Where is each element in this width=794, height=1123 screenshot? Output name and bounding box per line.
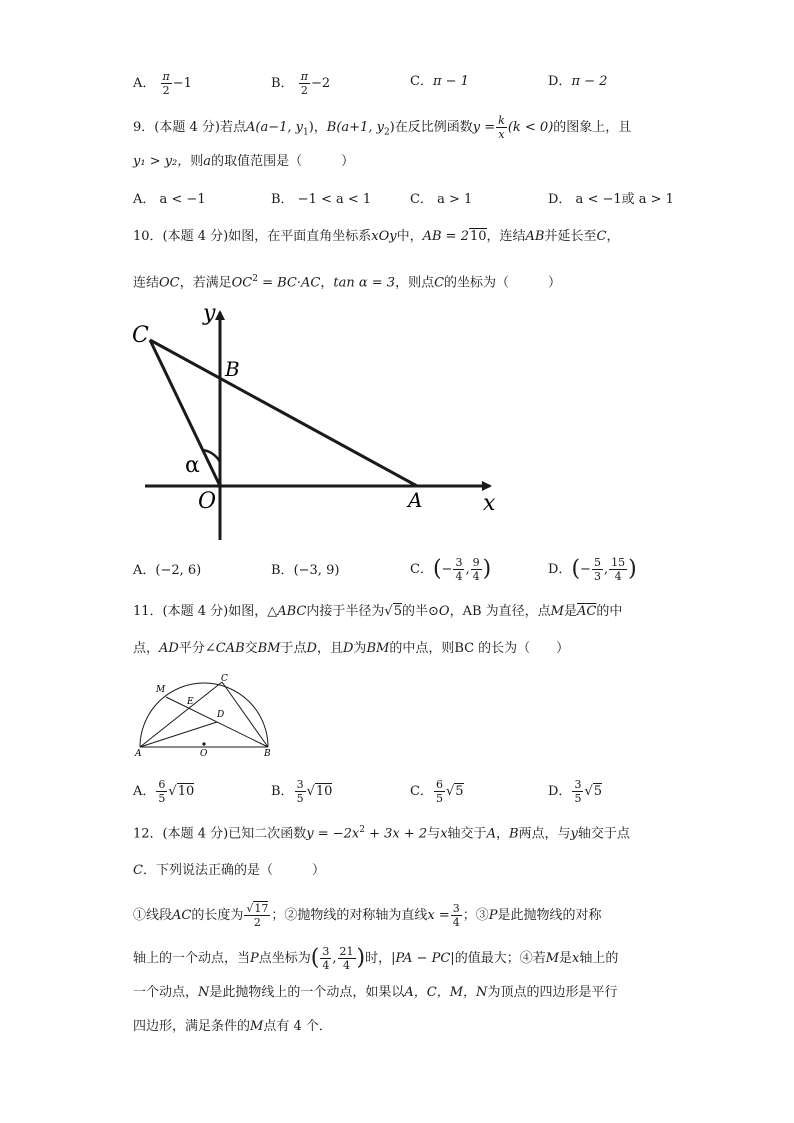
q8-option-b: B． $\frac{\pi}{2}$ −2 bbox=[271, 70, 331, 97]
q10-label-x: x bbox=[483, 491, 496, 516]
q11-option-a: A． $\frac{6}{5}$ √10 bbox=[133, 778, 195, 805]
q10-figure bbox=[130, 300, 500, 545]
q11-option-c: C． $\frac{6}{5}$ √5 bbox=[410, 778, 464, 805]
q11-segment-ad bbox=[140, 722, 217, 747]
q11-segment-bc bbox=[222, 682, 268, 747]
q9-option-c: C． a > 1 bbox=[410, 192, 473, 207]
q10-label-a: A bbox=[408, 488, 423, 512]
svg-text:M: M bbox=[156, 685, 166, 695]
q9-stem-line1: 9．(本题 4 分)若点A(a−1, $y_1$)，B(a+1, $y_2$)在反比例函数y = $\frac{k}{x}$ (k < 0)的图象上，且 bbox=[133, 114, 632, 141]
q10-label-b: B bbox=[225, 357, 240, 381]
q9-stem-line2: y₁ > y₂，则a的取值范围是（ ） bbox=[133, 154, 355, 169]
q9-option-b: B． −1 < a < 1 bbox=[271, 192, 372, 207]
q10-label-c: C bbox=[132, 323, 149, 348]
svg-text:C: C bbox=[221, 674, 228, 684]
svg-text:B: B bbox=[264, 749, 271, 758]
q10-stem-line2: 连结OC，若满足$OC^2 = BC\cdot AC$，tan α = 3，则点C的坐标为（ ） bbox=[133, 274, 562, 291]
q12-statement-line2: 轴上的一个动点，当P点坐标为( $\frac{3}{4}$ , $\frac{21}{4}$ )时，|PA − PC|的值最大；④若M是x轴上的 bbox=[133, 945, 619, 972]
q11-option-d: D． $\frac{3}{5}$ √5 bbox=[548, 778, 603, 805]
q10-option-b: B．(−3, 9) bbox=[271, 563, 340, 578]
q8-option-d: D．π − 2 bbox=[548, 74, 608, 89]
q9-option-a: A． a < −1 bbox=[133, 192, 206, 207]
q11-center-dot bbox=[202, 742, 205, 745]
q8-option-c: C．π − 1 bbox=[410, 74, 469, 89]
q12-stem-line1: 12．(本题 4 分)已知二次函数$y = -2x^2 + 3x + 2$与x轴交于A，B两点，与y轴交于点 bbox=[133, 825, 630, 842]
q10-option-a: A．(−2, 6) bbox=[133, 563, 202, 578]
q11-stem-line2: 点，AD平分∠CAB交BM于点D，且D为BM的中点，则BC 的长为（ ） bbox=[133, 641, 570, 656]
q10-label-alpha: α bbox=[185, 453, 200, 478]
q11-option-b: B． $\frac{3}{5}$ √10 bbox=[271, 778, 333, 805]
q11-figure bbox=[133, 670, 278, 758]
q9-option-d: D． a < −1或 a > 1 bbox=[548, 192, 674, 207]
q10-option-c: C．(− $\frac{3}{4}$ , $\frac{9}{4}$ ) bbox=[410, 556, 492, 583]
q10-label-y: y bbox=[203, 301, 216, 326]
q12-stem-line2: C．下列说法正确的是（ ） bbox=[133, 863, 325, 878]
q12-statement-line1: ①线段AC的长度为 $\frac{√17}{2}$ ；②抛物线的对称轴为直线x = $\frac{3}{4}$ ；③P是此抛物线的对称 bbox=[133, 902, 602, 929]
q10-label-o: O bbox=[198, 489, 217, 514]
q10-stem-line1: 10．(本题 4 分)如图，在平面直角坐标系xOy中，AB = 210，连结AB并延长至C， bbox=[133, 229, 620, 244]
svg-text:D: D bbox=[217, 710, 225, 720]
q11-stem-line1: 11．(本题 4 分)如图，△ABC内接于半径为√5的半⊙O，AB 为直径，点M是$\overline{AC}$的中 bbox=[133, 604, 623, 619]
svg-text:O: O bbox=[200, 749, 208, 758]
q8-option-a: A． $\frac{\pi}{2}$ −1 bbox=[133, 70, 192, 97]
svg-text:E: E bbox=[187, 697, 194, 707]
svg-text:A: A bbox=[135, 749, 142, 758]
q10-option-d: D．(− $\frac{5}{3}$ , $\frac{15}{4}$ ) bbox=[548, 556, 637, 583]
q12-statement-line4: 四边形，满足条件的M点有 4 个． bbox=[133, 1019, 332, 1034]
q12-statement-line3: 一个动点，N是此抛物线上的一个动点，如果以A，C，M，N为顶点的四边形是平行 bbox=[133, 985, 618, 1000]
q11-segment-ac bbox=[140, 682, 225, 747]
